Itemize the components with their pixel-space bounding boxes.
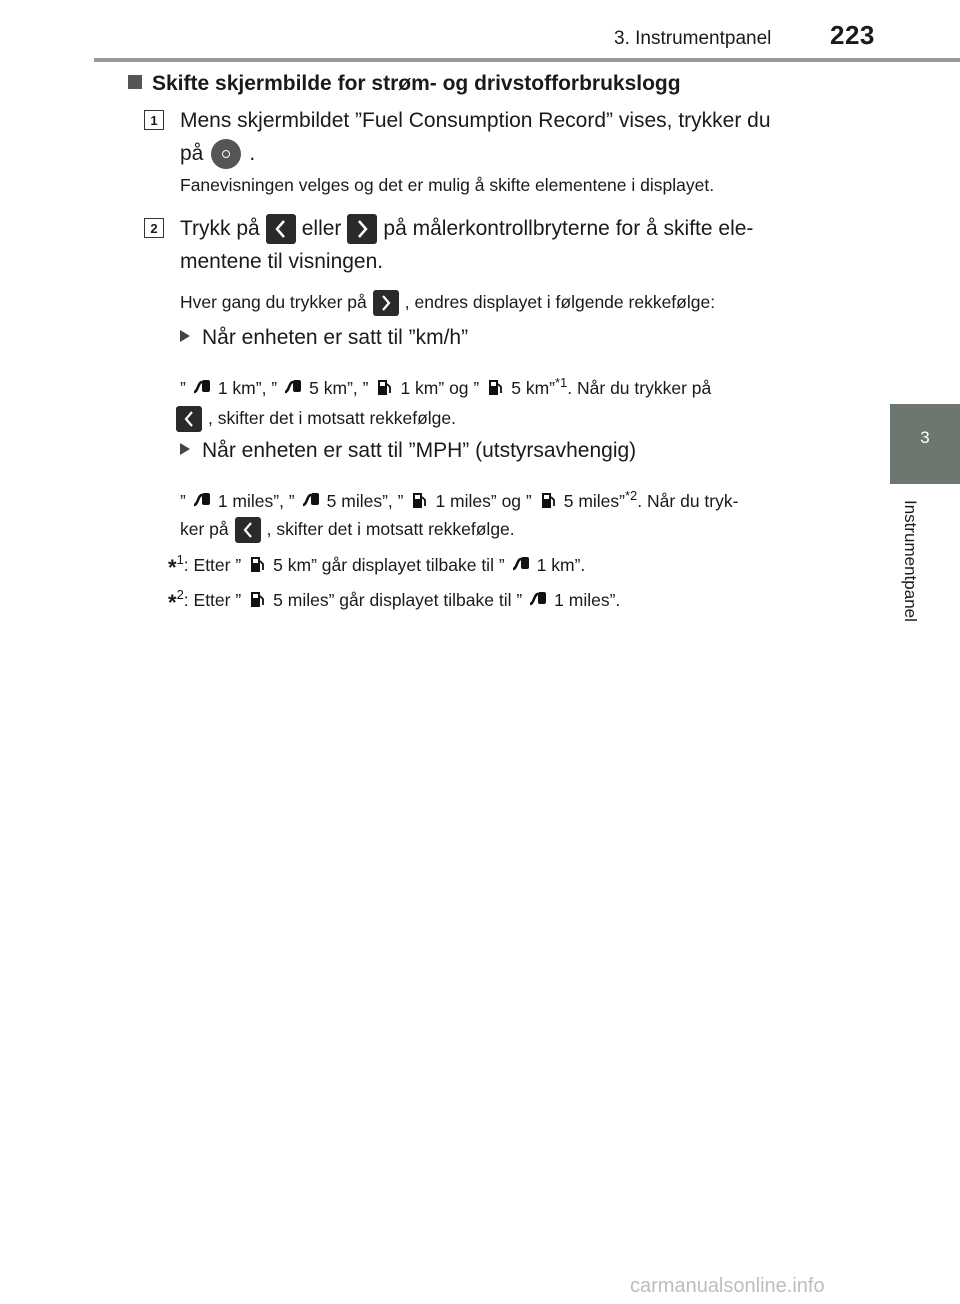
fuel-pump-icon bbox=[374, 377, 394, 397]
seq-kmh-item-4: 5 km” bbox=[511, 377, 555, 398]
bullet-arrow-icon bbox=[180, 330, 190, 342]
chevron-left-icon bbox=[266, 214, 296, 244]
footnote-2-a: : Etter ” bbox=[183, 589, 242, 610]
seq-kmh-item-3: 1 km” og ” bbox=[400, 377, 480, 398]
ev-plug-icon bbox=[192, 377, 212, 397]
seq-mph-item-1: 1 miles”, ” bbox=[217, 490, 295, 511]
chevron-left-icon bbox=[235, 517, 261, 543]
footnote-star: * bbox=[168, 589, 177, 615]
seq-mph-item-4: 5 miles” bbox=[563, 490, 625, 511]
seq-mph-item-3: 1 miles” og ” bbox=[435, 490, 532, 511]
step-2-text-b: eller bbox=[301, 217, 342, 240]
chevron-left-icon bbox=[176, 406, 202, 432]
seq-mph-tail: . Når du tryk- bbox=[637, 490, 739, 511]
step-2-text-d: mentene til visningen. bbox=[180, 250, 384, 273]
step-2-note-b: , endres displayet i følgende rekkefølge: bbox=[404, 292, 716, 312]
footnote-ref-2: *2 bbox=[625, 488, 638, 503]
footnote-1-b: 5 km” går displayet tilbake til ” bbox=[273, 554, 505, 575]
fuel-pump-icon bbox=[485, 377, 505, 397]
chapter-tab bbox=[890, 404, 960, 484]
step-2-note-a: Hver gang du trykker på bbox=[180, 292, 367, 312]
bullet-mph-title bbox=[180, 439, 636, 463]
chapter-side-label bbox=[880, 500, 940, 640]
header-section-title: 3. Instrumentpanel bbox=[614, 28, 772, 49]
bullet-kmh-sequence bbox=[180, 371, 840, 400]
chevron-right-icon bbox=[347, 214, 377, 244]
fuel-pump-icon bbox=[247, 589, 267, 609]
seq-kmh-tail-2: , skifter det i motsatt rekkefølge. bbox=[208, 408, 456, 428]
quote-mark: ” bbox=[180, 490, 186, 511]
ev-plug-icon bbox=[192, 490, 212, 510]
meter-control-button-icon bbox=[211, 139, 241, 169]
seq-mph-tail-2a: ker på bbox=[180, 519, 229, 539]
step-2-text bbox=[180, 212, 840, 278]
bullet-arrow-icon bbox=[180, 443, 190, 455]
bullet-mph-sequence bbox=[180, 484, 840, 513]
step-number-2: 2 bbox=[144, 218, 164, 238]
step-2-note bbox=[180, 290, 840, 316]
footnote-1 bbox=[168, 552, 585, 581]
chevron-right-icon bbox=[373, 290, 399, 316]
seq-mph-item-2: 5 miles”, ” bbox=[326, 490, 404, 511]
fuel-pump-icon bbox=[409, 490, 429, 510]
footnote-star: * bbox=[168, 554, 177, 580]
step-1-text-b: på bbox=[180, 142, 204, 165]
step-2-text-c: på målerkontrollbryterne for å skifte ele- bbox=[383, 217, 754, 240]
footnote-number: 1 bbox=[176, 552, 184, 567]
ev-plug-icon bbox=[511, 554, 531, 574]
step-1-text-a: Mens skjermbildet ”Fuel Consumption Record” vises, trykker du bbox=[180, 109, 771, 132]
footnote-1-c: 1 km”. bbox=[536, 554, 586, 575]
seq-kmh-item-1: 1 km”, ” bbox=[217, 377, 278, 398]
page-number: 223 bbox=[830, 20, 875, 50]
footnote-2-c: 1 miles”. bbox=[554, 589, 621, 610]
step-1-text bbox=[180, 104, 840, 170]
section-heading bbox=[128, 72, 681, 96]
heading-text: Skifte skjermbilde for strøm- og drivstofforbrukslogg bbox=[152, 72, 681, 95]
ev-plug-icon bbox=[301, 490, 321, 510]
ev-plug-icon bbox=[283, 377, 303, 397]
step-2-text-a: Trykk på bbox=[180, 217, 260, 240]
fuel-pump-icon bbox=[247, 554, 267, 574]
bullet-kmh-title bbox=[180, 326, 468, 350]
bullet-kmh-sequence-2 bbox=[176, 406, 836, 432]
seq-kmh-tail: . Når du trykker på bbox=[567, 377, 712, 398]
chapter-title: Instrumentpanel bbox=[901, 500, 920, 622]
footnote-2-b: 5 miles” går displayet tilbake til ” bbox=[273, 589, 523, 610]
seq-mph-tail-2: , skifter det i motsatt rekkefølge. bbox=[266, 519, 515, 539]
chapter-number: 3 bbox=[920, 428, 930, 447]
bullet-mph-title-text: Når enheten er satt til ”MPH” (utstyrsavhengig) bbox=[202, 439, 637, 462]
footnote-2 bbox=[168, 587, 620, 616]
footnote-ref-1: *1 bbox=[554, 375, 568, 390]
watermark: carmanualsonline.info bbox=[630, 1275, 825, 1297]
step-number-1: 1 bbox=[144, 110, 164, 130]
ev-plug-icon bbox=[528, 589, 548, 609]
step-1-note: Fanevisningen velges og det er mulig å skifte elementene i displayet. bbox=[180, 175, 715, 195]
footnote-1-a: : Etter ” bbox=[183, 554, 242, 575]
fuel-pump-icon bbox=[538, 490, 558, 510]
header-rule bbox=[94, 58, 960, 62]
heading-square-icon bbox=[128, 75, 142, 89]
bullet-mph-sequence-2 bbox=[180, 517, 840, 543]
quote-mark: ” bbox=[180, 377, 186, 398]
bullet-kmh-title-text: Når enheten er satt til ”km/h” bbox=[202, 326, 469, 349]
step-1-text-c: . bbox=[249, 142, 256, 165]
seq-kmh-item-2: 5 km”, ” bbox=[309, 377, 369, 398]
footnote-number: 2 bbox=[176, 587, 184, 602]
